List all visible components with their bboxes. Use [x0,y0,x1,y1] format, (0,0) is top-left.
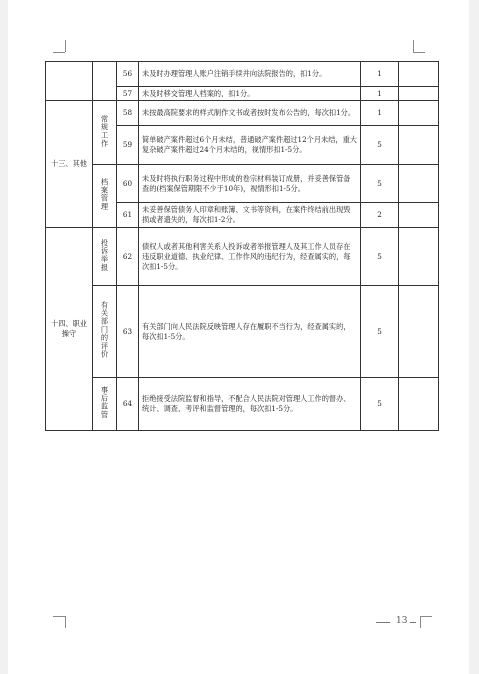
item-description: 未及时移交管理人档案的，扣1分。 [139,87,361,101]
item-number: 57 [117,87,139,101]
item-number: 58 [117,101,139,126]
item-points: 1 [361,62,399,87]
crop-mark [53,616,65,617]
item-number: 56 [117,62,139,87]
item-points: 5 [361,378,399,431]
scoring-table [45,61,439,431]
score-cell [399,228,439,286]
table-row [46,62,439,87]
item-description: 未妥善保管债务人印章和账簿、文书等资料，在案件终结前出现毁损或者遗失的，每次扣1-2分。 [139,203,361,228]
crop-mark [420,616,421,628]
item-points: 5 [361,286,399,378]
item-points: 5 [361,228,399,286]
footer-rule [376,622,390,623]
table-row [46,228,439,286]
crop-mark [413,40,414,52]
subcategory-complaint: 投诉举报 [93,228,117,286]
item-points: 2 [361,203,399,228]
subcategory-archive: 档案管理 [93,165,117,228]
crop-mark [53,52,65,53]
score-cell [399,286,439,378]
crop-mark [65,40,66,52]
subcategory-cell-empty [93,62,117,101]
page-number: 13 [396,616,408,626]
score-cell [399,62,439,87]
item-description: 有关部门向人民法院反映管理人存在履职不当行为，经查属实的，每次扣1-5分。 [139,286,361,378]
item-number: 59 [117,126,139,165]
table-row [46,165,439,203]
category-conduct: 十四、职业操守 [46,228,93,431]
item-description: 未及时办理管理人账户注销手续并向法院报告的，扣1分。 [139,62,361,87]
item-number: 64 [117,378,139,431]
subcategory-evaluation: 有关部门的评价 [93,286,117,378]
table-row [46,101,439,126]
item-points: 1 [361,101,399,126]
document-page [8,0,469,674]
table-row [46,378,439,431]
score-cell [399,126,439,165]
item-description: 简单破产案件超过6个月未结，普通破产案件超过12个月未结，重大复杂破产案件超过24个月未结的，视情形扣1-5分。 [139,126,361,165]
item-number: 63 [117,286,139,378]
crop-mark [420,616,432,617]
item-number: 60 [117,165,139,203]
score-cell [399,165,439,203]
score-cell [399,203,439,228]
score-cell [399,378,439,431]
crop-mark [413,52,425,53]
crop-mark [65,616,66,628]
category-cell-empty [46,62,93,101]
item-points: 5 [361,165,399,203]
item-description: 拒绝接受法院监督和指导，不配合人民法院对管理人工作的督办、统计、调查、考评和监督管理的，每次扣1-5分。 [139,378,361,431]
score-cell [399,101,439,126]
item-number: 61 [117,203,139,228]
score-cell [399,87,439,101]
subcategory-routine: 常规工作 [93,101,117,165]
table-row [46,286,439,378]
item-points: 5 [361,126,399,165]
item-points: 1 [361,87,399,101]
item-description: 未按最高院要求的样式制作文书或者按时发布公告的，每次扣1分。 [139,101,361,126]
footer-rule [410,622,416,623]
item-description: 债权人或者其他利害关系人投诉或者举报管理人及其工作人员存在违反职业道德、执业纪律、工作作风的违纪行为，经查属实的，每次扣1-5分。 [139,228,361,286]
item-description: 未及时将执行职务过程中形成的卷宗材料装订成册，并妥善保管备查的(档案保管期限不少于10年)，视情形扣1-5分。 [139,165,361,203]
item-number: 62 [117,228,139,286]
subcategory-supervision: 事后监管 [93,378,117,431]
category-other: 十三、其他 [46,101,93,228]
